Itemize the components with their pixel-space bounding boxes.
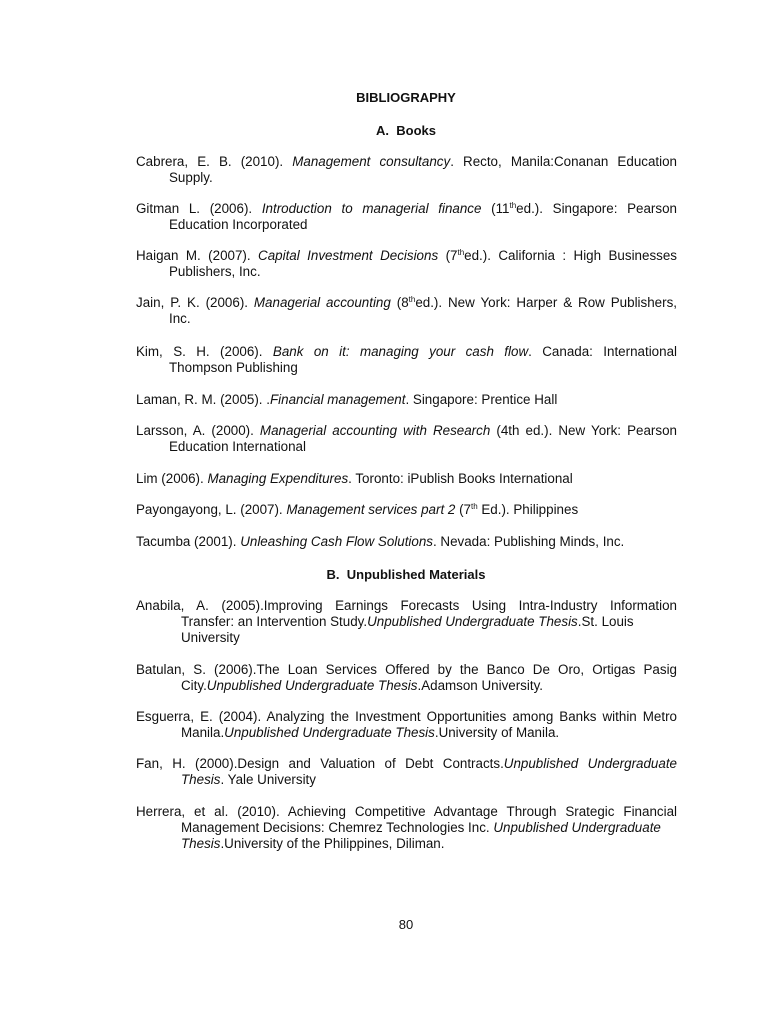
book-entry: Kim, S. H. (2006). Bank on it: managing your cash flow. Canada: International Thompson Publishing — [136, 344, 677, 375]
book-entry: Payongayong, L. (2007). Management services part 2 (7th Ed.). Philippines — [136, 502, 579, 517]
book-entry: Gitman L. (2006). Introduction to managerial finance (11thed.). Singapore: Pearson Education Incorporated — [136, 201, 677, 232]
page-number: 80 — [398, 917, 414, 932]
unpublished-entry: Batulan, S. (2006).The Loan Services Offered by the Banco De Oro, Ortigas Pasig City.Unpublished Undergraduate Thesis.Adamson University. — [136, 662, 677, 693]
unpublished-entry: Fan, H. (2000).Design and Valuation of Debt Contracts.Unpublished Undergraduate Thesis. Yale University — [136, 756, 677, 787]
book-entry: Larsson, A. (2000). Managerial accounting with Research (4th ed.). New York: Pearson Education International — [136, 423, 677, 454]
section-heading-unpublished: B. Unpublished Materials — [326, 567, 486, 582]
book-entry: Tacumba (2001). Unleashing Cash Flow Solutions. Nevada: Publishing Minds, Inc. — [136, 534, 625, 549]
book-entry: Laman, R. M. (2005). .Financial management. Singapore: Prentice Hall — [136, 392, 558, 407]
book-entry: Lim (2006). Managing Expenditures. Toronto: iPublish Books International — [136, 471, 573, 486]
section-heading-books: A. Books — [376, 123, 436, 138]
unpublished-entry: Esguerra, E. (2004). Analyzing the Investment Opportunities among Banks within Metro Manila.Unpublished Undergraduate Thesis.University of Manila. — [136, 709, 677, 740]
unpublished-entry: Anabila, A. (2005).Improving Earnings Forecasts Using Intra-Industry Information Transfer: an Intervention Study.Unpublished Undergraduate Thesis.St. Louis University — [136, 598, 677, 645]
book-entry: Jain, P. K. (2006). Managerial accounting (8thed.). New York: Harper & Row Publishers, Inc. — [136, 295, 677, 326]
unpublished-entry: Herrera, et al. (2010). Achieving Competitive Advantage Through Srategic Financial Management Decisions: Chemrez Technologies Inc. Unpublished Undergraduate Thesis.University of the Philippines, Diliman. — [136, 804, 677, 851]
book-entry: Cabrera, E. B. (2010). Management consultancy. Recto, Manila:Conanan Education Supply. — [136, 154, 677, 185]
book-entry: Haigan M. (2007). Capital Investment Decisions (7thed.). California : High Businesses Publishers, Inc. — [136, 248, 677, 279]
page-title: BIBLIOGRAPHY — [356, 90, 456, 105]
